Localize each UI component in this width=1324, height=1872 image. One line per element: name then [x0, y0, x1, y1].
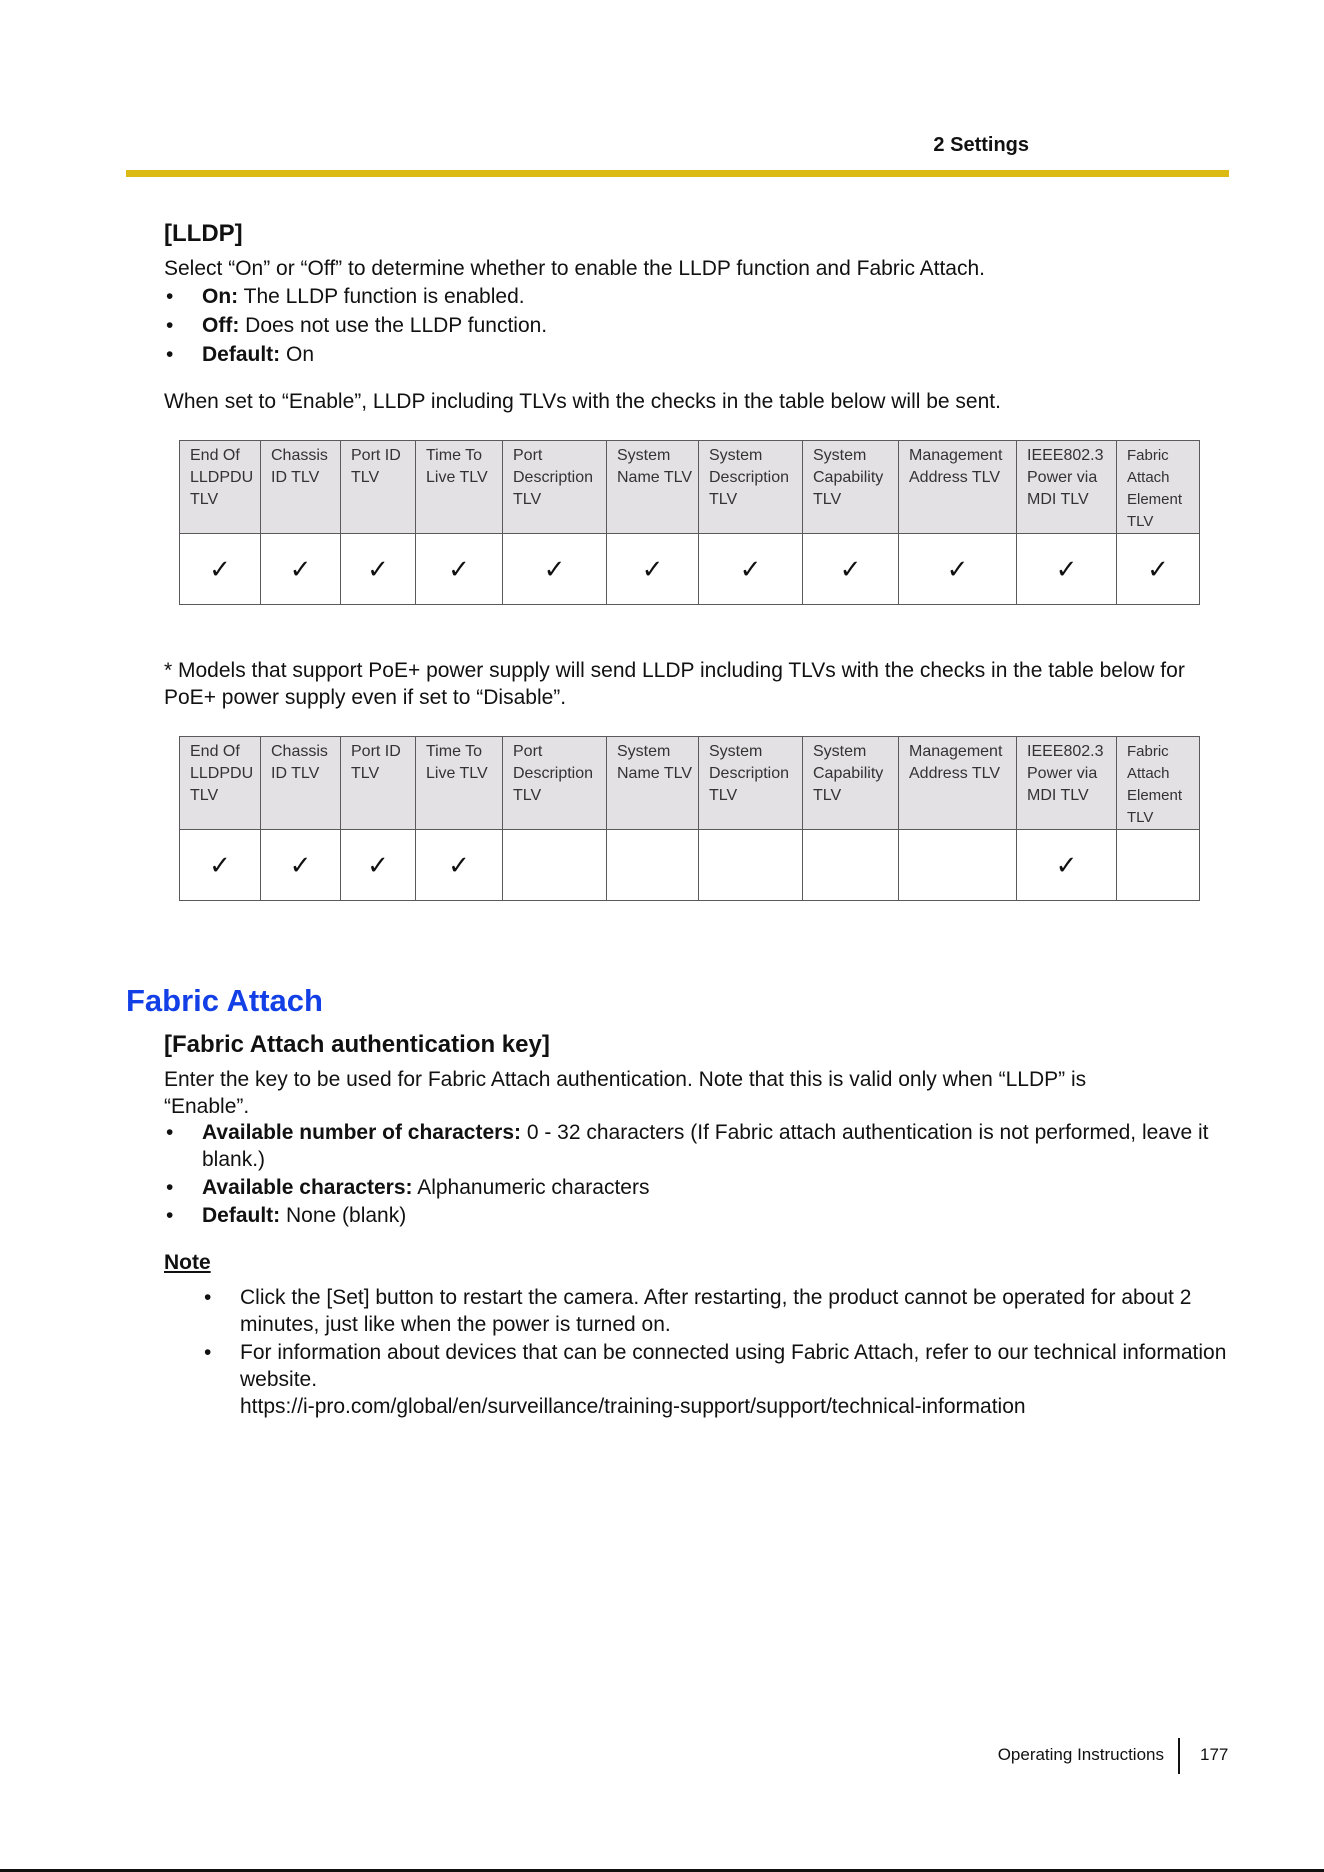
table-header: System Name TLV	[607, 441, 699, 534]
check-mark-icon: ✓	[1017, 830, 1117, 901]
list-item	[164, 1174, 1230, 1201]
check-mark-icon: ✓	[180, 830, 261, 901]
option-text: 0 - 32 characters (If Fabric attach authentication is not performed, leave it blank.)	[202, 1121, 1209, 1171]
note-heading: Note	[164, 1251, 211, 1274]
check-mark-icon: ✓	[341, 830, 416, 901]
list-item	[164, 1119, 1230, 1173]
note-list	[202, 1284, 1232, 1420]
table-cell	[503, 830, 607, 901]
option-label: On:	[202, 285, 239, 308]
table-cell	[699, 830, 803, 901]
list-item	[202, 1339, 1232, 1420]
footer-divider	[1178, 1738, 1180, 1774]
table-header: IEEE802.3 Power via MDI TLV	[1017, 441, 1117, 534]
list-item	[164, 1202, 1230, 1229]
list-item	[164, 340, 1224, 369]
tlv-table-poe	[179, 736, 1200, 901]
check-mark-icon: ✓	[699, 534, 803, 605]
header-rule	[126, 170, 1229, 177]
table-header: System Capability TLV	[803, 737, 899, 830]
table-header: Port Description TLV	[503, 441, 607, 534]
table-header: Fabric Attach Element TLV	[1117, 737, 1200, 830]
option-label: Off:	[202, 314, 240, 337]
table-header: Management Address TLV	[899, 737, 1017, 830]
check-mark-icon: ✓	[341, 534, 416, 605]
fabric-intro: Enter the key to be used for Fabric Attach authentication. Note that this is valid only when “LLDP” is “Enable”.	[164, 1068, 1087, 1118]
check-mark-icon: ✓	[803, 534, 899, 605]
option-label: Default:	[202, 343, 281, 366]
table-header: System Description TLV	[699, 737, 803, 830]
check-mark-icon: ✓	[1017, 534, 1117, 605]
note-text: Click the [Set] button to restart the camera. After restarting, the product cannot be operated for about 2 minutes, just like when the power is turned on.	[240, 1286, 1192, 1336]
option-label: Available characters:	[202, 1176, 413, 1199]
check-mark-icon: ✓	[1117, 534, 1200, 605]
option-text: The LLDP function is enabled.	[238, 285, 525, 308]
option-text: On	[280, 343, 315, 366]
check-mark-icon: ✓	[503, 534, 607, 605]
lldp-options-list	[164, 282, 1224, 369]
option-label: Available number of characters:	[202, 1121, 521, 1144]
lldp-heading: [LLDP]	[164, 220, 243, 247]
poe-note: * Models that support PoE+ power supply will send LLDP including TLVs with the checks in the table below for PoE+ power supply even if set to “Disable”.	[164, 659, 1185, 709]
table-cell	[803, 830, 899, 901]
table-header: End Of LLDPDU TLV	[180, 737, 261, 830]
support-url[interactable]: https://i-pro.com/global/en/surveillance/training-support/support/technical-information	[240, 1395, 1026, 1418]
table-header: Fabric Attach Element TLV	[1117, 441, 1200, 534]
table-header: Port ID TLV	[341, 737, 416, 830]
table-cell	[899, 830, 1017, 901]
table-header: Time To Live TLV	[416, 737, 503, 830]
table-header: End Of LLDPDU TLV	[180, 441, 261, 534]
table-header: Time To Live TLV	[416, 441, 503, 534]
option-text: Does not use the LLDP function.	[239, 314, 548, 337]
check-mark-icon: ✓	[899, 534, 1017, 605]
option-label: Default:	[202, 1204, 281, 1227]
fabric-options-list	[164, 1119, 1230, 1229]
chapter-header: 2 Settings	[933, 134, 1029, 156]
check-mark-icon: ✓	[180, 534, 261, 605]
table-header: IEEE802.3 Power via MDI TLV	[1017, 737, 1117, 830]
table-row	[180, 534, 1200, 605]
check-mark-icon: ✓	[261, 534, 341, 605]
list-item	[164, 282, 1224, 311]
table-row	[180, 830, 1200, 901]
list-item	[202, 1284, 1232, 1338]
check-mark-icon: ✓	[261, 830, 341, 901]
check-mark-icon: ✓	[607, 534, 699, 605]
option-text: Alphanumeric characters	[412, 1176, 650, 1199]
table-header: Management Address TLV	[899, 441, 1017, 534]
lldp-enable-note: When set to “Enable”, LLDP including TLVs with the checks in the table below will be sent.	[164, 390, 1001, 413]
table-cell	[607, 830, 699, 901]
fabric-key-heading: [Fabric Attach authentication key]	[164, 1031, 550, 1058]
footer-label: Operating Instructions	[997, 1745, 1164, 1764]
table-header: System Name TLV	[607, 737, 699, 830]
table-cell	[1117, 830, 1200, 901]
table-header: Port Description TLV	[503, 737, 607, 830]
section-title: Fabric Attach	[126, 983, 323, 1018]
option-text: None (blank)	[280, 1204, 407, 1227]
check-mark-icon: ✓	[416, 830, 503, 901]
table-header: System Description TLV	[699, 441, 803, 534]
table-header: Chassis ID TLV	[261, 441, 341, 534]
tlv-table-enabled	[179, 440, 1200, 605]
check-mark-icon: ✓	[416, 534, 503, 605]
table-header: Port ID TLV	[341, 441, 416, 534]
page-number: 177	[1200, 1745, 1229, 1764]
lldp-intro: Select “On” or “Off” to determine whether to enable the LLDP function and Fabric Attach.	[164, 257, 985, 280]
table-header: Chassis ID TLV	[261, 737, 341, 830]
table-header: System Capability TLV	[803, 441, 899, 534]
note-text: For information about devices that can be connected using Fabric Attach, refer to our technical information website.	[240, 1341, 1227, 1391]
list-item	[164, 311, 1224, 340]
